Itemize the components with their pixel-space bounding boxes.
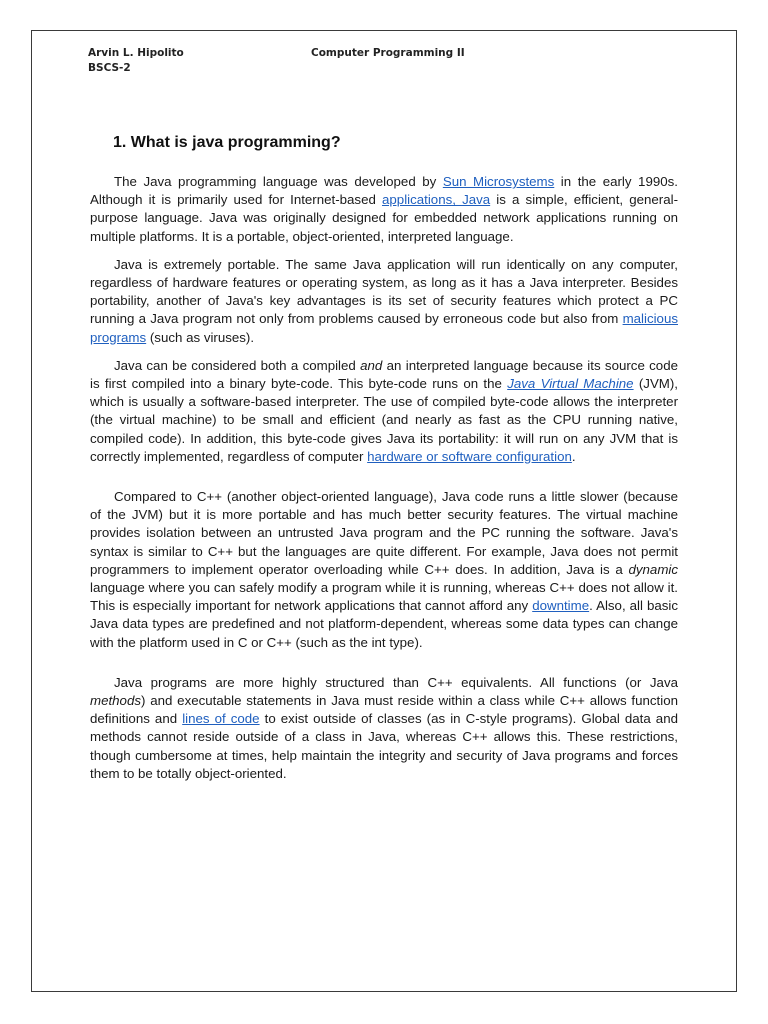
paragraph-4: Compared to C++ (another object-oriented language), Java code runs a little slower (because of the JVM) but it is more portable and has much better security features. The virtual machine provides isolation between an untrusted Java program and the PC running the software. Java's syntax is similar to C++ but the languages are quite different. For example, Java does not permit programmers to implement operator overloading while C++ does. In addition, Java is a dynamic language where you can safely modify a program while it is running, whereas C++ does not allow it. This is especially important for network applications that cannot afford any downtime. Also, all basic Java data types are predefined and not platform-dependent, whereas some data types can change with the platform used in C or C++ (such as the int type).: [90, 489, 679, 650]
paragraph-2: Java is extremely portable. The same Java application will run identically on any computer, regardless of hardware features or operating system, as long as it has a Java interpreter. Besides portability, another of Java's key advantages is its set of security features which protect a PC running a Java program not only from problems caused by erroneous code but also from malicious programs (such as viruses).: [90, 256, 678, 345]
link-downtime[interactable]: downtime: [532, 598, 590, 614]
page-header-left: [88, 46, 184, 76]
author-name: Arvin L. Hipolito: [88, 47, 184, 59]
link-hardware-software-configuration[interactable]: hardware or software configuration: [367, 448, 572, 464]
link-malicious-programs[interactable]: malicious programs: [90, 311, 678, 345]
course-title: Computer Programming II: [311, 47, 465, 59]
link-sun-microsystems[interactable]: Sun Microsystems: [442, 174, 555, 189]
link-lines-of-code[interactable]: lines of code: [182, 711, 260, 727]
paragraph-5: Java programs are more highly structured than C++ equivalents. All functions (or Java methods) and executable statements in Java must reside within a class while C++ allows function definitions and lines of code to exist outside of classes (as in C-style programs). Global data and methods cannot reside outside of a class in Java, whereas C++ allows this. These restrictions, though cumbersome at times, help maintain the integrity and security of Java programs and forces them to be totally object-oriented.: [90, 674, 678, 781]
question-heading: 1. What is java programming?: [113, 134, 341, 151]
paragraph-1: The Java programming language was developed by Sun Microsystems in the early 1990s. Although it is primarily used for Internet-based applications, Java is a simple, efficient, general-purpose language. Java was originally designed for embedded network applications running on multiple platforms. It is a portable, object-oriented, interpreted language.: [90, 174, 679, 244]
document-body: [90, 173, 678, 783]
link-applications-java[interactable]: applications, Java: [382, 192, 491, 208]
link-java-virtual-machine[interactable]: Java Virtual Machine: [507, 376, 634, 392]
section-label: BSCS-2: [88, 62, 131, 74]
paragraph-3: Java can be considered both a compiled and an interpreted language because its source code is first compiled into a binary byte-code. This byte-code runs on the Java Virtual Machine (JVM), which is usually a software-based interpreter. The use of compiled byte-code allows the interpreter (the virtual machine) to be small and efficient (and nearly as fast as the CPU running native, compiled code). In addition, this byte-code gives Java its portability: it will run on any JVM that is correctly implemented, regardless of computer hardware or software configuration.: [90, 357, 679, 464]
